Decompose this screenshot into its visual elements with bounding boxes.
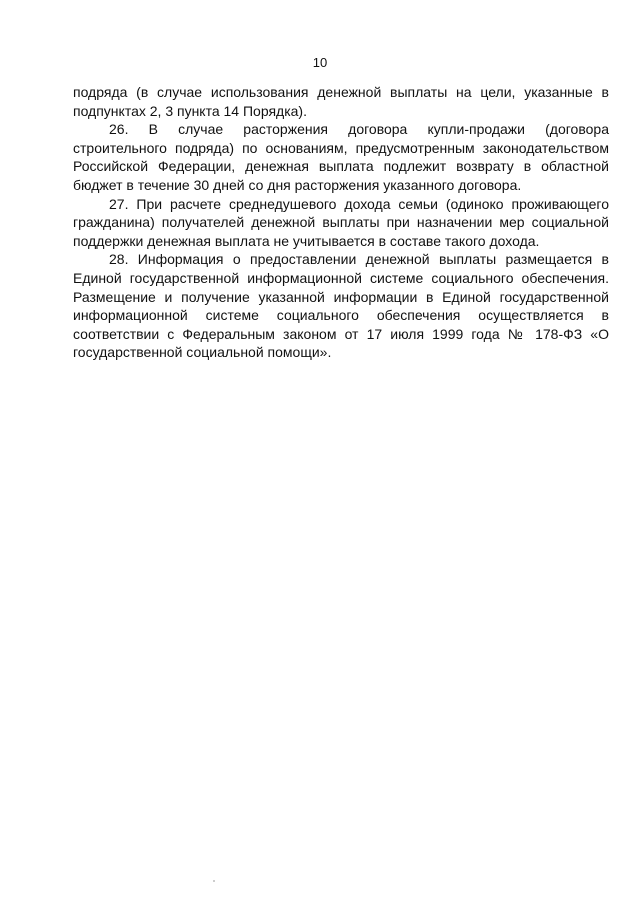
paragraph-28: 28. Информация о предоставлении денежной выплаты размещается в Единой государственной информационной системе социального обеспечения. Размещение и получение указанной информации в Единой государственной информационной системе социального обеспечения осуществляется в соответствии с Федеральным законом от 17 июля 1999 года № 178-ФЗ «О государственной социальной помощи». <box>73 251 609 361</box>
scan-speck <box>213 880 215 882</box>
document-body <box>73 83 609 362</box>
page-number: 10 <box>312 55 328 70</box>
paragraph-26: 26. В случае расторжения договора купли-продажи (договора строительного подряда) по основаниям, предусмотренным законодательством Российской Федерации, денежная выплата подлежит возврату в областной бюджет в течение 30 дней со дня расторжения указанного договора. <box>73 121 609 193</box>
paragraph-27: 27. При расчете среднедушевого дохода семьи (одиноко проживающего гражданина) получателей денежной выплаты при назначении мер социальной поддержки денежная выплата не учитывается в составе такого дохода. <box>73 195 609 249</box>
paragraph-continuation: подряда (в случае использования денежной выплаты на цели, указанные в подпунктах 2, 3 пункта 14 Порядка). <box>73 84 609 119</box>
